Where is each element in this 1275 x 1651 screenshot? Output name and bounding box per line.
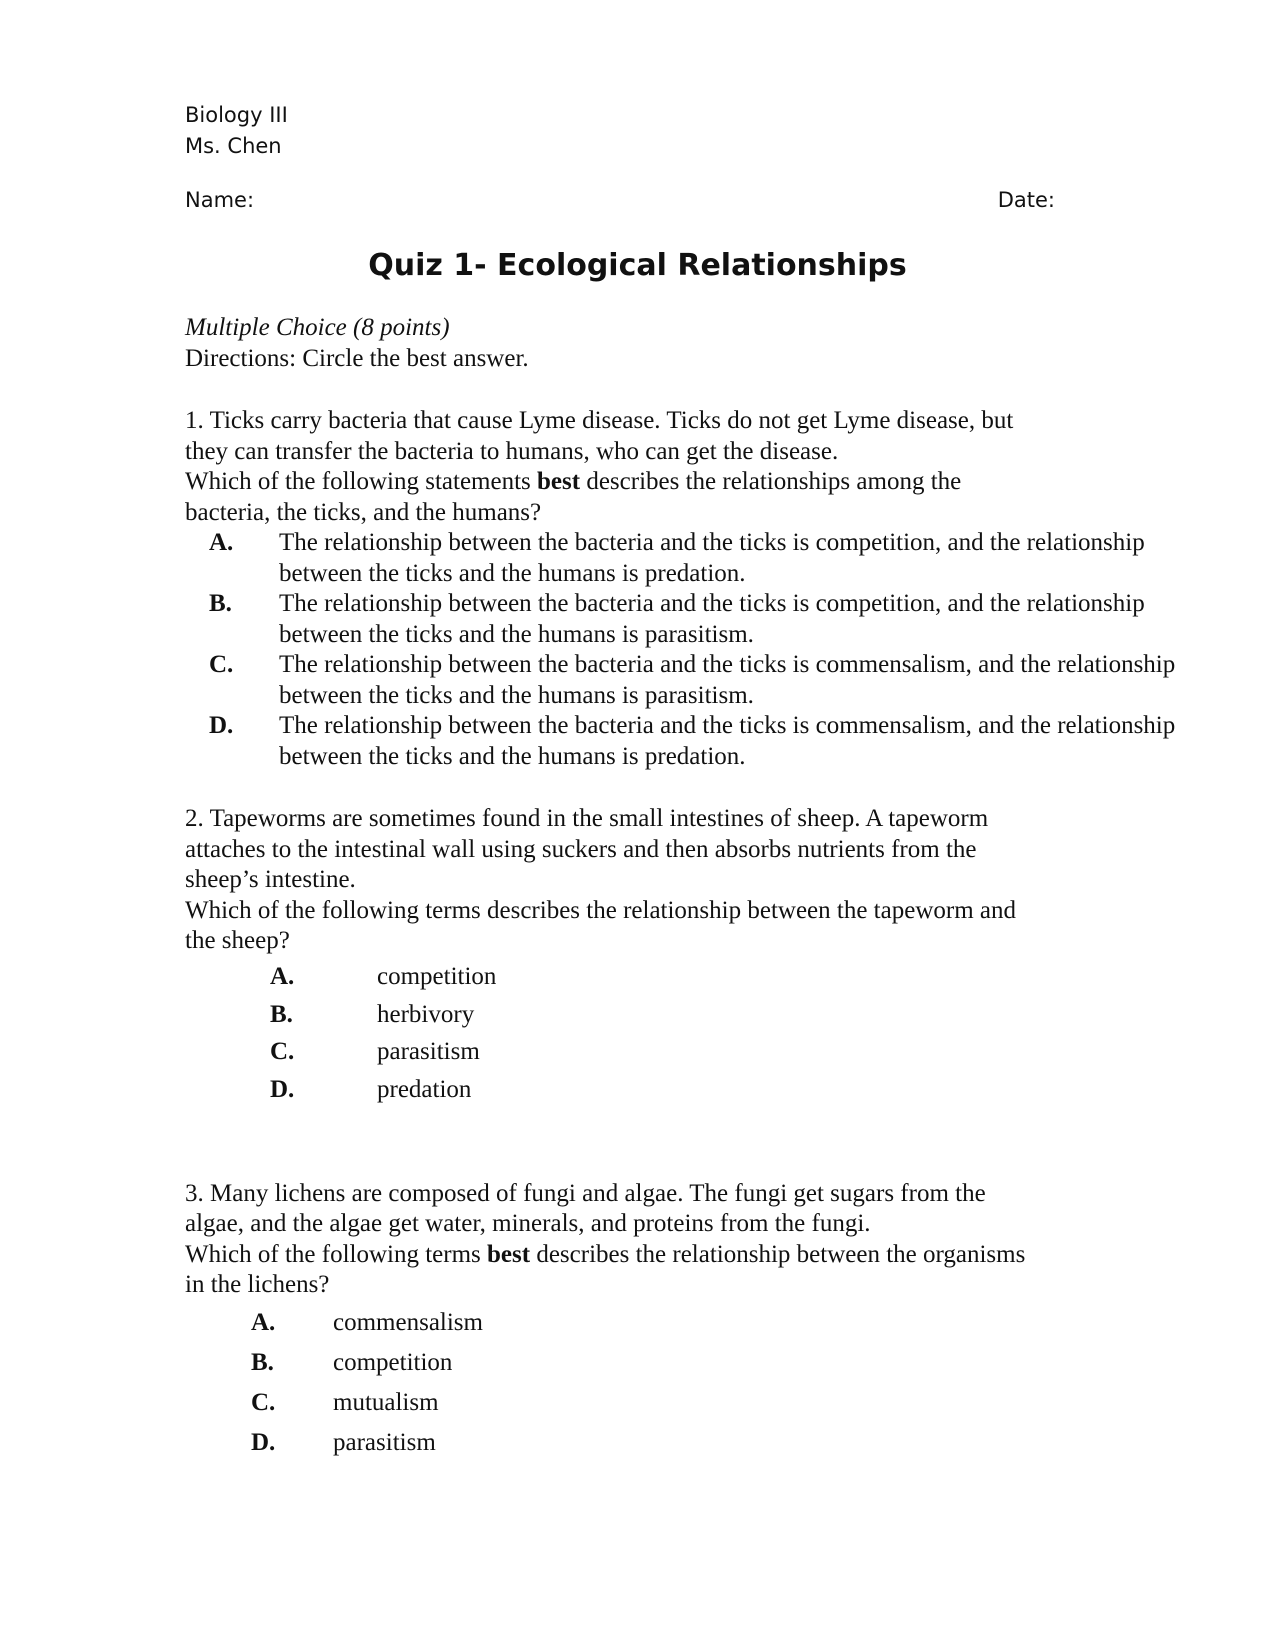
question-3-stem [185,1179,1045,1240]
option-letter: A. [209,529,234,556]
emphasis-best: best [537,468,581,495]
question-stem-text: Ticks carry bacteria that cause Lyme disease. Ticks do not get Lyme disease, but they can transfer the bacteria to humans, who can get the disease. [185,407,1014,465]
name-label: Name: [185,188,255,212]
header-block [185,100,288,162]
option-text: The relationship between the bacteria and the ticks is commensalism, and the relationship between the ticks and the humans is parasitism. [279,651,1176,709]
option-letter: C. [209,651,234,678]
question-3-prompt: Which of the following terms best describes the relationship between the organisms in the lichens? [185,1240,1026,1298]
question-stem-text: Tapeworms are sometimes found in the small intestines of sheep. A tapeworm attaches to the intestinal wall using suckers and then absorbs nutrients from the sheep’s intestine. [185,805,989,893]
quiz-content [185,313,1205,1464]
option-letter: D. [251,1429,276,1457]
answer-option[interactable] [185,1034,1205,1072]
option-text: parasitism [333,1429,436,1457]
option-letter: A. [251,1309,276,1337]
question-3-options [185,1304,1205,1464]
answer-option[interactable] [185,528,1205,589]
question-stem-text: Many lichens are composed of fungi and algae. The fungi get sugars from the algae, and the algae get water, minerals, and proteins from the fungi. [185,1179,986,1237]
answer-option[interactable] [185,1424,1205,1464]
option-letter: B. [251,1349,274,1377]
date-label: Date: [997,188,1055,212]
question-2 [185,804,1205,1109]
option-text: parasitism [377,1038,480,1065]
question-1-stem [185,406,1045,467]
option-text: The relationship between the bacteria and the ticks is commensalism, and the relationship between the ticks and the humans is predation. [279,712,1176,770]
answer-option[interactable] [185,996,1205,1034]
option-letter: B. [270,1000,293,1028]
section-title: Multiple Choice (8 points) [185,314,450,341]
answer-option[interactable] [185,650,1205,711]
question-1 [185,406,1205,772]
question-2-stem [185,804,1045,896]
answer-option[interactable] [185,959,1205,997]
option-text: mutualism [333,1389,439,1417]
option-text: commensalism [333,1309,483,1337]
option-text: predation [377,1075,472,1103]
option-text: competition [377,963,497,990]
name-date-row [185,188,1055,212]
question-1-options [185,528,1205,772]
question-number: 3. [185,1179,204,1207]
teacher-name: Ms. Chen [185,134,282,158]
emphasis-best: best [487,1240,531,1268]
option-letter: A. [270,963,295,990]
option-text: The relationship between the bacteria and the ticks is competition, and the relationship between the ticks and the humans is predation. [279,529,1145,587]
answer-option[interactable] [185,589,1205,650]
question-2-options [185,959,1205,1109]
answer-option[interactable] [185,1344,1205,1384]
course-name: Biology III [185,103,288,127]
option-text: competition [333,1349,453,1377]
question-number: 2. [185,805,204,832]
directions: Directions: Circle the best answer. [185,344,529,372]
question-3 [185,1179,1205,1464]
answer-option[interactable] [185,1071,1205,1109]
option-letter: C. [270,1038,295,1065]
answer-option[interactable] [185,1384,1205,1424]
answer-option[interactable] [185,1304,1205,1344]
question-number: 1. [185,407,204,434]
page-title: Quiz 1- Ecological Relationships [368,248,907,283]
option-letter: C. [251,1389,276,1417]
question-1-prompt: Which of the following statements best describes the relationships among the bacteria, the ticks, and the humans? [185,468,962,526]
question-2-prompt: Which of the following terms describes the relationship between the tapeworm and the sheep? [185,896,1016,954]
option-text: herbivory [377,1000,475,1028]
option-letter: D. [270,1075,295,1103]
option-letter: B. [209,590,232,617]
answer-option[interactable] [185,711,1205,772]
option-letter: D. [209,712,234,739]
option-text: The relationship between the bacteria and the ticks is competition, and the relationship between the ticks and the humans is parasitism. [279,590,1145,648]
